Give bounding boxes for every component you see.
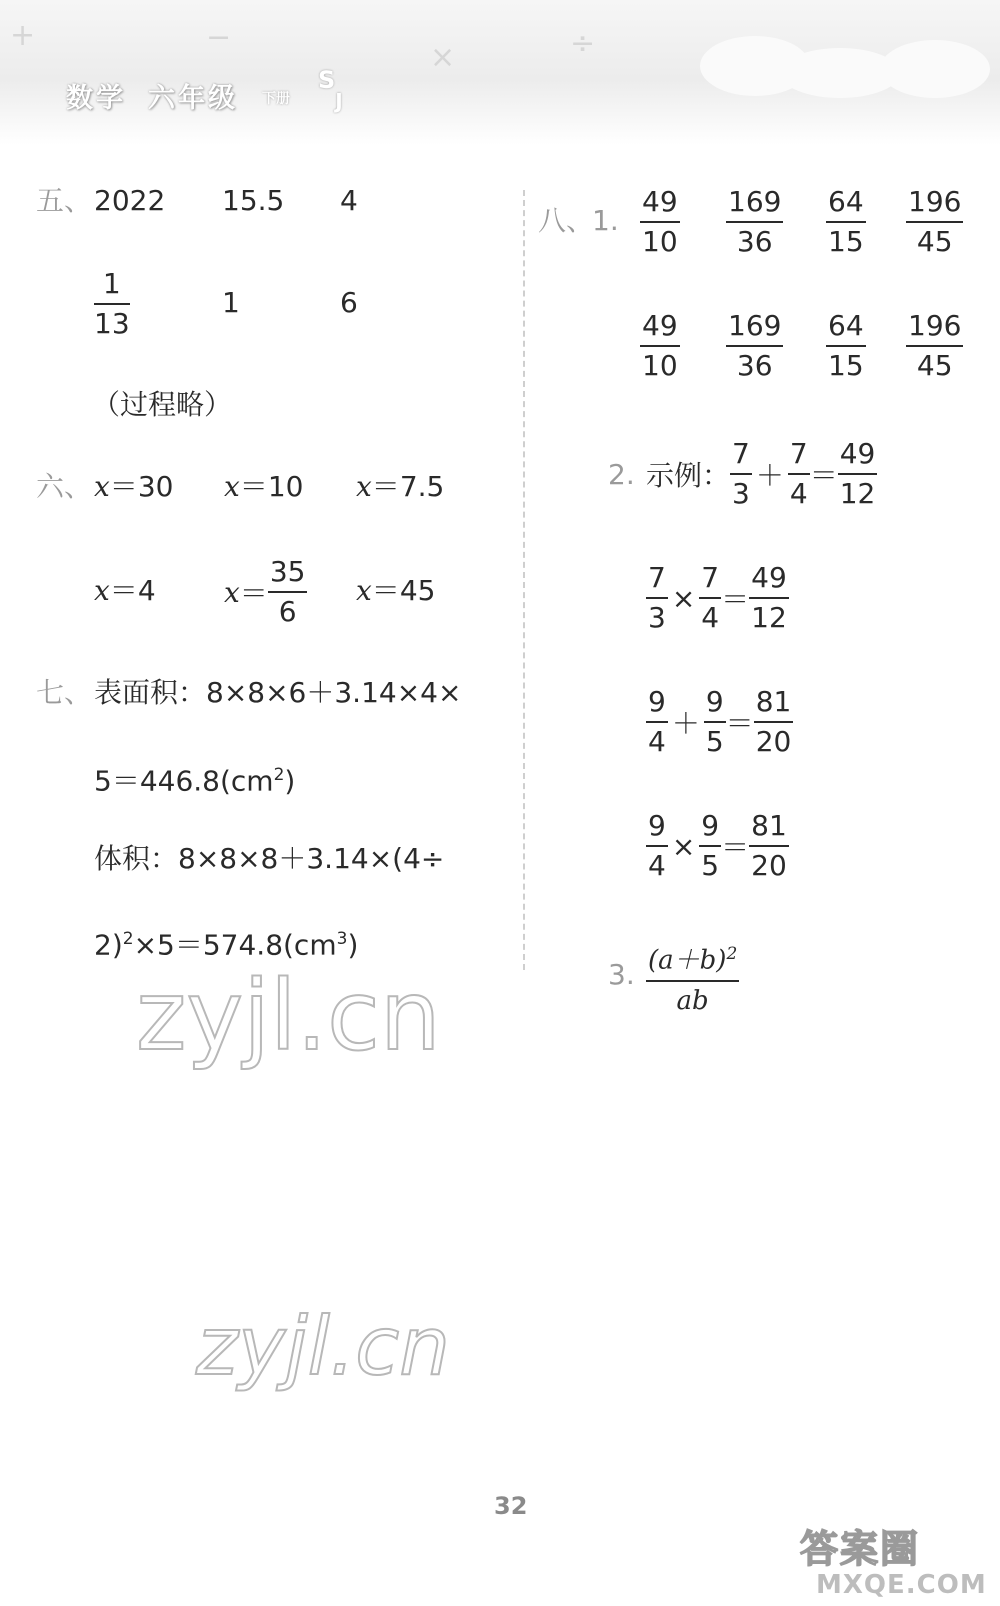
s8-r1-frac-2: $\frac{169}{36}$ <box>728 185 782 258</box>
s8-example-eq-2: $\frac{7}{3}$ × $\frac{7}{4}$ ＝ $\frac{49}{12}$ <box>648 561 787 634</box>
column-divider <box>523 190 525 970</box>
volume-label: 下册 <box>262 91 290 107</box>
section5-label: 五、 <box>36 184 93 217</box>
s8-example-eq-4: $\frac{9}{4}$ × $\frac{9}{5}$ ＝ $\frac{81}{20}$ <box>648 809 787 882</box>
s5-value-2: 15.5 <box>222 184 285 217</box>
s8-r1-frac-4: $\frac{196}{45}$ <box>908 185 962 258</box>
s5-value-4: 1 <box>222 286 240 319</box>
page-number: 32 <box>494 1492 528 1520</box>
plus-decoration-icon: + <box>10 18 36 53</box>
s8-part1-label: 1. <box>592 204 619 237</box>
s7-line-3: 体积：8×8×8＋3.14×(4÷ <box>94 842 445 875</box>
divide-decoration-icon: ÷ <box>570 26 596 61</box>
section6-label: 六、 <box>36 470 93 503</box>
s8-part3-label: 3. <box>608 958 635 991</box>
times-decoration-icon: × <box>430 40 456 75</box>
section8-label: 八、 <box>538 204 595 237</box>
s5-fraction: $\frac{1}{13}$ <box>94 267 130 340</box>
s7-line-1: 表面积：8×8×6＋3.14×4× <box>94 676 462 709</box>
section7-label: 七、 <box>36 676 93 709</box>
s8-r2-frac-3: $\frac{64}{15}$ <box>828 309 864 382</box>
s8-r1-frac-3: $\frac{64}{15}$ <box>828 185 864 258</box>
s7-line-4: $2)^2\times 5=574.8(cm^3)$ <box>94 928 359 962</box>
subject-title: 数学 <box>66 83 126 114</box>
s8-example-eq-3: $\frac{9}{4}$ ＋ $\frac{9}{5}$ ＝ $\frac{81}{20}$ <box>648 685 792 758</box>
site-logo: 答案圈 <box>800 1527 921 1571</box>
s5-note: （过程略） <box>92 388 233 421</box>
s5-value-5: 6 <box>340 286 358 319</box>
s6-eq-3: x＝7.5 <box>356 470 445 503</box>
s8-r2-frac-1: $\frac{49}{10}$ <box>642 309 678 382</box>
s8-r2-frac-4: $\frac{196}{45}$ <box>908 309 962 382</box>
watermark-text: zyjl.cn <box>136 960 441 1072</box>
edition-badge: $S_J$ <box>318 66 343 113</box>
s8-r2-frac-2: $\frac{169}{36}$ <box>728 309 782 382</box>
s5-value-1: 2022 <box>94 184 166 217</box>
s8-r1-frac-1: $\frac{49}{10}$ <box>642 185 678 258</box>
s8-part3-fraction: $\frac{(a+b)^2}{ab}$ <box>646 938 739 1017</box>
minus-decoration-icon: − <box>206 20 232 55</box>
s6-eq-5: x ＝ $\frac{35}{6}$ <box>224 555 306 628</box>
cloud-decoration-icon <box>880 40 990 98</box>
s8-part2-label: 2. <box>608 458 635 491</box>
s6-eq-2: x＝10 <box>224 470 304 503</box>
s6-eq-4: x＝4 <box>94 574 156 607</box>
s8-example-eq-1: 示例： $\frac{7}{3}$ ＋ $\frac{7}{4}$ ＝ $\frac{49}{12}$ <box>646 437 876 510</box>
s5-value-3: 4 <box>340 184 358 217</box>
s6-eq-1: x＝30 <box>94 470 174 503</box>
grade-title: 六年级 <box>148 83 238 114</box>
s7-line-2: $5=446.8(cm^2)$ <box>94 764 296 798</box>
s6-eq-6: x＝45 <box>356 574 436 607</box>
site-logo-url: MXQE.COM <box>816 1570 987 1600</box>
page-header <box>0 0 1000 145</box>
watermark-text: zyjl.cn <box>196 1300 450 1393</box>
